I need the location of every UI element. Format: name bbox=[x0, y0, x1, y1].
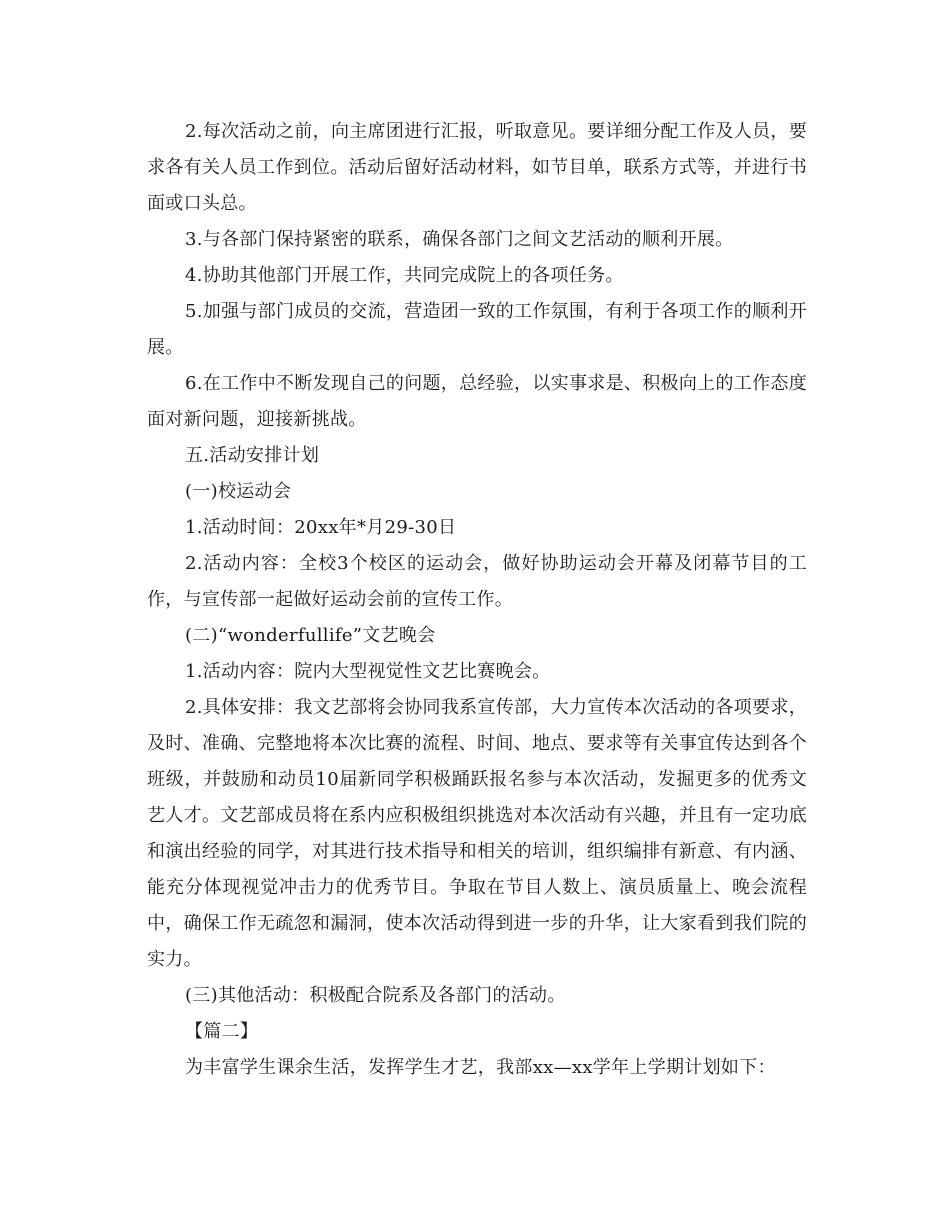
subsection-other-activities: (三)其他活动：积极配合院系及各部门的活动。 bbox=[185, 985, 566, 1006]
part-two-intro: 为丰富学生课余生活，发挥学生才艺，我部xx—xx学年上学期计划如下： bbox=[185, 1057, 776, 1078]
paragraph-item-5: 5.加强与部门成员的交流，营造团一致的工作氛围，有利于各项工作的顺利开展。 bbox=[147, 301, 807, 358]
document-body bbox=[147, 114, 807, 1086]
paragraph-item-2: 2.每次活动之前，向主席团进行汇报，听取意见。要详细分配工作及人员，要求各有关人员工作到位。活动后留好活动材料，如节目单，联系方式等，并进行书面或口头总。 bbox=[147, 121, 807, 214]
subsection-heading-gala: (二)“wonderfullife”文艺晚会 bbox=[185, 625, 436, 646]
gala-arrangement: 2.具体安排：我文艺部将会协同我系宣传部，大力宣传本次活动的各项要求，及时、准确、完整地将本次比赛的流程、时间、地点、要求等有关事宜传达到各个班级，并鼓励和动员10届新同学积极踊跃报名参与本次活动，发掘更多的优秀文艺人才。文艺部成员将在系内应积极组织挑选对本次活动有兴趣，并且有一定功底和演出经验的同学，对其进行技术指导和相关的培训，组织编排有新意、有内涵、能充分体现视觉冲击力的优秀节目。争取在节目人数上、演员质量上、晚会流程中，确保工作无疏忽和漏洞，使本次活动得到进一步的升华，让大家看到我们院的实力。 bbox=[147, 697, 807, 970]
sports-meet-content: 2.活动内容：全校3个校区的运动会，做好协助运动会开幕及闭幕节目的工作，与宣传部一起做好运动会前的宣传工作。 bbox=[147, 553, 807, 610]
part-two-heading: 【篇二】 bbox=[185, 1021, 259, 1042]
paragraph-item-4: 4.协助其他部门开展工作，共同完成院上的各项任务。 bbox=[185, 265, 624, 286]
paragraph-item-3: 3.与各部门保持紧密的联系，确保各部门之间文艺活动的顺利开展。 bbox=[185, 229, 734, 250]
sports-meet-time: 1.活动时间：20xx年*月29-30日 bbox=[185, 517, 457, 538]
section-heading-activity-plan: 五.活动安排计划 bbox=[185, 445, 320, 466]
paragraph-item-6: 6.在工作中不断发现自己的问题，总经验，以实事求是、积极向上的工作态度面对新问题，迎接新挑战。 bbox=[147, 373, 807, 430]
subsection-heading-sports-meet: (一)校运动会 bbox=[185, 481, 292, 502]
gala-content: 1.活动内容：院内大型视觉性文艺比赛晚会。 bbox=[185, 661, 551, 682]
